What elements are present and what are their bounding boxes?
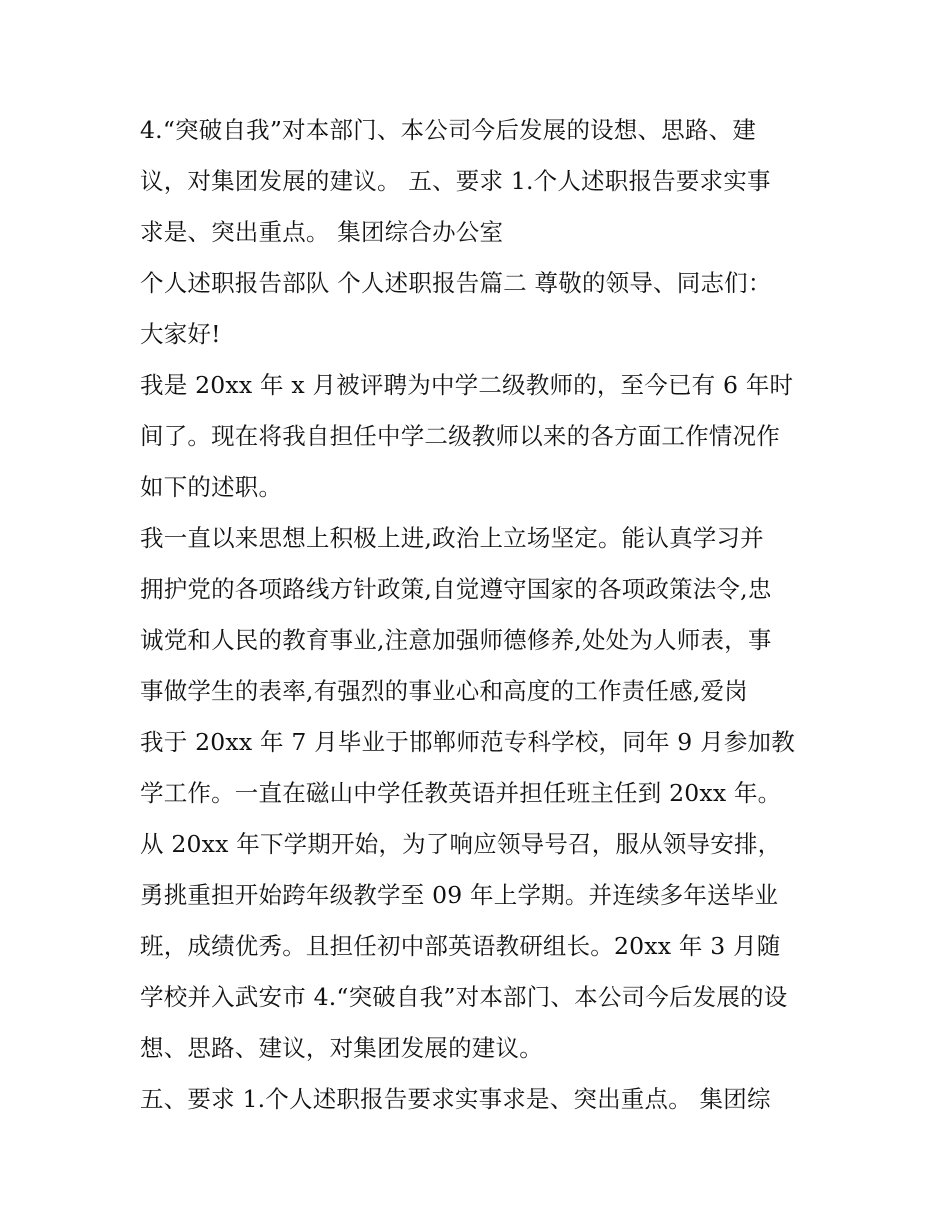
text-line-9: 我一直以来思想上积极上进,政治上立场坚定。能认真学习并 bbox=[140, 524, 764, 552]
text-line-3: 求是、突出重点。 集团综合办公室 bbox=[140, 218, 504, 246]
text-line-7: 间了。现在将我自担任中学二级教师以来的各方面工作情况作 bbox=[140, 422, 780, 450]
text-line-16: 勇挑重担开始跨年级教学至 09 年上学期。并连续多年送毕业 bbox=[140, 881, 779, 909]
text-line-1: 4.“突破自我”对本部门、本公司今后发展的设想、思路、建 bbox=[140, 116, 757, 144]
text-line-8: 如下的述职。 bbox=[140, 473, 283, 501]
text-line-14: 学工作。一直在磁山中学任教英语并担任班主任到 20xx 年。 bbox=[140, 779, 782, 807]
text-line-11: 诚党和人民的教育事业,注意加强师德修养,处处为人师表，事 bbox=[140, 626, 772, 654]
text-line-17: 班，成绩优秀。且担任初中部英语教研组长。20xx 年 3 月随 bbox=[140, 932, 781, 960]
text-line-12: 事做学生的表率,有强烈的事业心和高度的工作责任感,爱岗 bbox=[140, 677, 748, 705]
text-line-5: 大家好! bbox=[140, 320, 221, 348]
text-line-4: 个人述职报告部队 个人述职报告篇二 尊敬的领导、同志们： bbox=[140, 269, 772, 297]
text-line-2: 议，对集团发展的建议。 五、要求 1.个人述职报告要求实事 bbox=[140, 167, 771, 195]
text-line-18: 学校并入武安市 4.“突破自我”对本部门、本公司今后发展的设 bbox=[140, 983, 788, 1011]
text-line-13: 我于 20xx 年 7 月毕业于邯郸师范专科学校，同年 9 月参加教 bbox=[140, 728, 795, 756]
text-line-19: 想、思路、建议，对集团发展的建议。 bbox=[140, 1034, 543, 1062]
text-line-10: 拥护党的各项路线方针政策,自觉遵守国家的各项政策法令,忠 bbox=[140, 575, 772, 603]
text-line-6: 我是 20xx 年 x 月被评聘为中学二级教师的，至今已有 6 年时 bbox=[140, 371, 794, 399]
text-line-15: 从 20xx 年下学期开始，为了响应领导号召，服从领导安排， bbox=[140, 830, 782, 858]
text-line-20: 五、要求 1.个人述职报告要求实事求是、突出重点。 集团综 bbox=[140, 1085, 771, 1113]
